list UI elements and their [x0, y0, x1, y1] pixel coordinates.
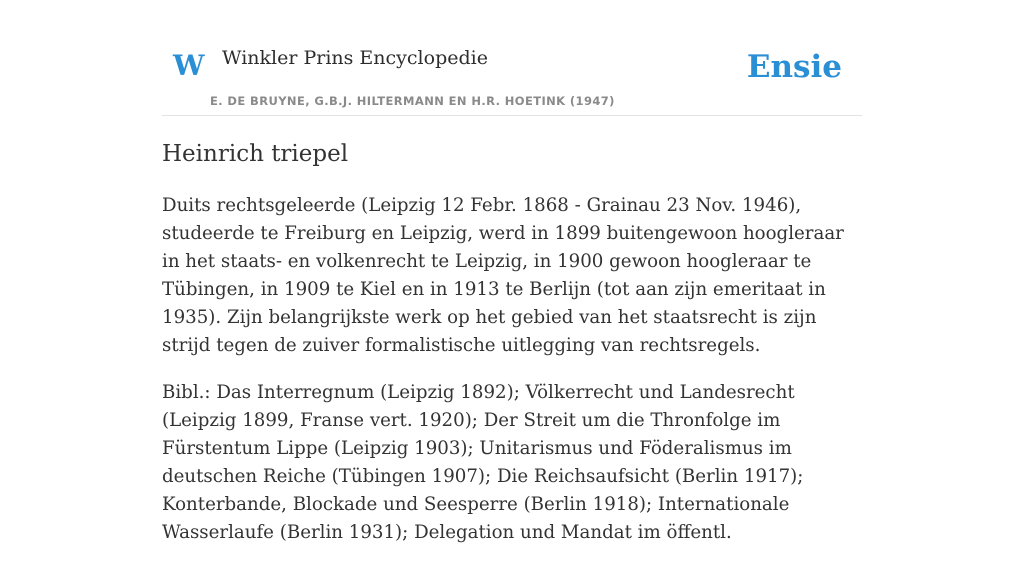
source-authors: E. DE BRUYNE, G.B.J. HILTERMANN EN H.R. HOETINK (1947): [210, 94, 615, 108]
source-title[interactable]: Winkler Prins Encyclopedie: [222, 47, 488, 69]
entry-paragraph: Duits rechtsgeleerde (Leipzig 12 Febr. 1868 - Grainau 23 Nov. 1946), studeerde te Freiburg en Leipzig, werd in 1899 buitengewoon hoogleraar in het staats- en volkenrecht te Leipzig, in 1900 gewoon hoogleraar te Tübingen, in 1909 te Kiel en in 1913 te Berlijn (tot aan zijn emeritaat in 1935). Zijn belangrijkste werk op het gebied van het staatsrecht is zijn strijd tegen de zuiver formalistische uitlegging van rechtsregels.: [162, 195, 844, 356]
source-logo[interactable]: W: [173, 49, 205, 82]
entry-body: [162, 192, 862, 566]
entry-title: Heinrich triepel: [162, 141, 349, 167]
entry-bibliography: Bibl.: Das Interregnum (Leipzig 1892); Völkerrecht und Landesrecht (Leipzig 1899, Franse vert. 1920); Der Streit um die Thronfolge im Fürstentum Lippe (Leipzig 1903); Unitarismus und Föderalismus im deutschen Reiche (Tübingen 1907); Die Reichsaufsicht (Berlin 1917); Konterbande, Blockade und Seesperre (Berlin 1918); Internationale Wasserlaufe (Berlin 1931); Delegation und Mandat im öffentl.: [162, 382, 804, 543]
page: [162, 0, 862, 543]
source-header: [162, 0, 862, 116]
ensie-logo[interactable]: Ensie: [746, 49, 842, 85]
